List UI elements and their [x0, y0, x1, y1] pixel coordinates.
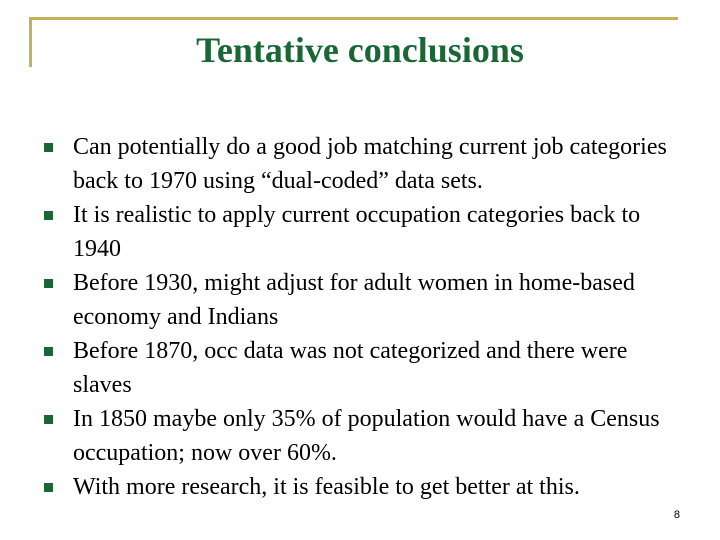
bullet-text: In 1850 maybe only 35% of population would have a Census occupation; now over 60%. — [73, 406, 660, 466]
square-bullet-icon — [44, 211, 53, 220]
bullet-text: With more research, it is feasible to get better at this. — [73, 474, 580, 500]
square-bullet-icon — [44, 415, 53, 424]
bullet-text: It is realistic to apply current occupation categories back to 1940 — [73, 202, 641, 262]
bullet-list — [44, 130, 684, 504]
bullet-item — [44, 334, 684, 402]
square-bullet-icon — [44, 143, 53, 152]
bullet-item — [44, 266, 684, 334]
square-bullet-icon — [44, 279, 53, 288]
bullet-item — [44, 470, 684, 504]
square-bullet-icon — [44, 483, 53, 492]
bullet-item — [44, 130, 684, 198]
slide-page-number: 8 — [673, 509, 680, 521]
slide-title: Tentative conclusions — [196, 30, 524, 70]
square-bullet-icon — [44, 347, 53, 356]
bullet-text: Can potentially do a good job matching current job categories back to 1970 using “dual-coded” data sets. — [73, 134, 667, 194]
bullet-item — [44, 198, 684, 266]
bullet-text: Before 1930, might adjust for adult women in home-based economy and Indians — [73, 270, 635, 330]
bullet-item — [44, 402, 684, 470]
slide-frame-top-rule — [29, 17, 678, 20]
bullet-text: Before 1870, occ data was not categorized and there were slaves — [73, 338, 628, 398]
